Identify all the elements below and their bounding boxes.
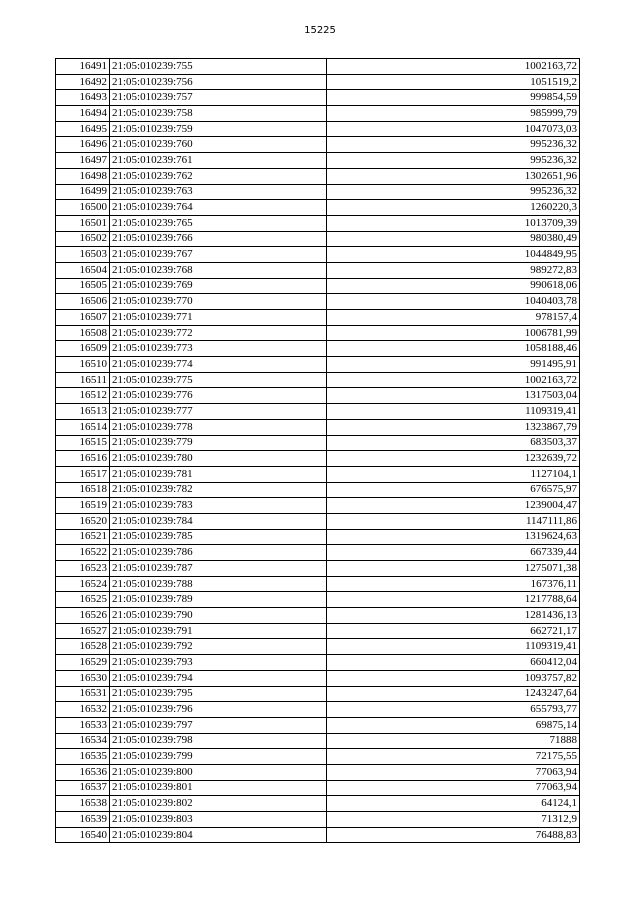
cadastral-number-cell: 21:05:010239:804 <box>110 827 327 843</box>
cadastral-value-cell: 71888 <box>327 733 580 749</box>
cadastral-value-cell: 1281436,13 <box>327 608 580 624</box>
cadastral-value-cell: 1044849,95 <box>327 247 580 263</box>
cadastral-value-cell: 1317503,04 <box>327 388 580 404</box>
row-number-cell: 16529 <box>56 655 110 671</box>
row-number-cell: 16515 <box>56 435 110 451</box>
table-row <box>56 90 580 106</box>
cadastral-value-cell: 1006781,99 <box>327 325 580 341</box>
row-number-cell: 16501 <box>56 215 110 231</box>
cadastral-number-cell: 21:05:010239:760 <box>110 137 327 153</box>
cadastral-number-cell: 21:05:010239:785 <box>110 529 327 545</box>
table-row <box>56 812 580 828</box>
table-row <box>56 74 580 90</box>
cadastral-number-cell: 21:05:010239:797 <box>110 717 327 733</box>
table-row <box>56 717 580 733</box>
row-number-cell: 16522 <box>56 545 110 561</box>
cadastral-number-cell: 21:05:010239:755 <box>110 59 327 75</box>
table-row <box>56 513 580 529</box>
row-number-cell: 16521 <box>56 529 110 545</box>
row-number-cell: 16507 <box>56 310 110 326</box>
row-number-cell: 16508 <box>56 325 110 341</box>
row-number-cell: 16525 <box>56 592 110 608</box>
table-row <box>56 137 580 153</box>
row-number-cell: 16538 <box>56 796 110 812</box>
cadastral-value-cell: 1275071,38 <box>327 561 580 577</box>
cadastral-number-cell: 21:05:010239:771 <box>110 310 327 326</box>
cadastral-value-cell: 77063,94 <box>327 764 580 780</box>
row-number-cell: 16498 <box>56 168 110 184</box>
table-row <box>56 576 580 592</box>
cadastral-number-cell: 21:05:010239:758 <box>110 106 327 122</box>
cadastral-number-cell: 21:05:010239:773 <box>110 341 327 357</box>
table-row <box>56 749 580 765</box>
row-number-cell: 16524 <box>56 576 110 592</box>
cadastral-number-cell: 21:05:010239:756 <box>110 74 327 90</box>
table-row <box>56 435 580 451</box>
cadastral-number-cell: 21:05:010239:775 <box>110 372 327 388</box>
table-body <box>56 59 580 843</box>
page-number: 15225 <box>304 25 336 36</box>
row-number-cell: 16499 <box>56 184 110 200</box>
cadastral-number-cell: 21:05:010239:774 <box>110 357 327 373</box>
table-row <box>56 780 580 796</box>
cadastral-value-cell: 676575,97 <box>327 482 580 498</box>
cadastral-value-cell: 1047073,03 <box>327 121 580 137</box>
row-number-cell: 16514 <box>56 419 110 435</box>
row-number-cell: 16495 <box>56 121 110 137</box>
table-row <box>56 231 580 247</box>
row-number-cell: 16506 <box>56 294 110 310</box>
cadastral-value-cell: 1051519,2 <box>327 74 580 90</box>
cadastral-value-cell: 1260220,3 <box>327 200 580 216</box>
cadastral-value-cell: 1319624,63 <box>327 529 580 545</box>
table-row <box>56 121 580 137</box>
cadastral-value-cell: 72175,55 <box>327 749 580 765</box>
cadastral-value-cell: 667339,44 <box>327 545 580 561</box>
row-number-cell: 16523 <box>56 561 110 577</box>
cadastral-number-cell: 21:05:010239:787 <box>110 561 327 577</box>
row-number-cell: 16516 <box>56 451 110 467</box>
row-number-cell: 16496 <box>56 137 110 153</box>
row-number-cell: 16503 <box>56 247 110 263</box>
row-number-cell: 16513 <box>56 404 110 420</box>
cadastral-value-cell: 1109319,41 <box>327 639 580 655</box>
row-number-cell: 16535 <box>56 749 110 765</box>
row-number-cell: 16512 <box>56 388 110 404</box>
cadastral-value-cell: 1243247,64 <box>327 686 580 702</box>
table-row <box>56 623 580 639</box>
table-row <box>56 655 580 671</box>
row-number-cell: 16526 <box>56 608 110 624</box>
cadastral-number-cell: 21:05:010239:788 <box>110 576 327 592</box>
cadastral-value-cell: 655793,77 <box>327 702 580 718</box>
table-row <box>56 498 580 514</box>
table-row <box>56 388 580 404</box>
cadastral-number-cell: 21:05:010239:794 <box>110 670 327 686</box>
cadastral-value-cell: 683503,37 <box>327 435 580 451</box>
cadastral-value-cell: 71312,9 <box>327 812 580 828</box>
cadastral-value-cell: 985999,79 <box>327 106 580 122</box>
cadastral-value-cell: 1093757,82 <box>327 670 580 686</box>
cadastral-number-cell: 21:05:010239:776 <box>110 388 327 404</box>
row-number-cell: 16530 <box>56 670 110 686</box>
table-row <box>56 545 580 561</box>
table-row <box>56 608 580 624</box>
table-row <box>56 702 580 718</box>
cadastral-number-cell: 21:05:010239:800 <box>110 764 327 780</box>
cadastral-value-cell: 1002163,72 <box>327 372 580 388</box>
cadastral-number-cell: 21:05:010239:803 <box>110 812 327 828</box>
table-row <box>56 168 580 184</box>
cadastral-number-cell: 21:05:010239:769 <box>110 278 327 294</box>
row-number-cell: 16502 <box>56 231 110 247</box>
cadastral-value-cell: 1109319,41 <box>327 404 580 420</box>
table-row <box>56 466 580 482</box>
cadastral-number-cell: 21:05:010239:801 <box>110 780 327 796</box>
cadastral-number-cell: 21:05:010239:790 <box>110 608 327 624</box>
cadastral-number-cell: 21:05:010239:767 <box>110 247 327 263</box>
cadastral-value-cell: 978157,4 <box>327 310 580 326</box>
cadastral-number-cell: 21:05:010239:802 <box>110 796 327 812</box>
row-number-cell: 16533 <box>56 717 110 733</box>
cadastral-value-cell: 1217788,64 <box>327 592 580 608</box>
cadastral-number-cell: 21:05:010239:780 <box>110 451 327 467</box>
table-row <box>56 200 580 216</box>
cadastral-number-cell: 21:05:010239:799 <box>110 749 327 765</box>
cadastral-value-cell: 1127104,1 <box>327 466 580 482</box>
cadastral-number-cell: 21:05:010239:786 <box>110 545 327 561</box>
cadastral-value-cell: 1147111,86 <box>327 513 580 529</box>
row-number-cell: 16517 <box>56 466 110 482</box>
table-row <box>56 215 580 231</box>
row-number-cell: 16534 <box>56 733 110 749</box>
cadastral-value-cell: 995236,32 <box>327 153 580 169</box>
table-row <box>56 733 580 749</box>
table-row <box>56 262 580 278</box>
row-number-cell: 16500 <box>56 200 110 216</box>
row-number-cell: 16504 <box>56 262 110 278</box>
row-number-cell: 16509 <box>56 341 110 357</box>
cadastral-number-cell: 21:05:010239:781 <box>110 466 327 482</box>
cadastral-number-cell: 21:05:010239:770 <box>110 294 327 310</box>
table-row <box>56 184 580 200</box>
cadastral-number-cell: 21:05:010239:763 <box>110 184 327 200</box>
cadastral-value-cell: 64124,1 <box>327 796 580 812</box>
row-number-cell: 16537 <box>56 780 110 796</box>
cadastral-value-cell: 1058188,46 <box>327 341 580 357</box>
cadastral-number-cell: 21:05:010239:768 <box>110 262 327 278</box>
row-number-cell: 16491 <box>56 59 110 75</box>
cadastral-number-cell: 21:05:010239:757 <box>110 90 327 106</box>
row-number-cell: 16510 <box>56 357 110 373</box>
cadastral-number-cell: 21:05:010239:779 <box>110 435 327 451</box>
table-row <box>56 106 580 122</box>
cadastral-value-cell: 660412,04 <box>327 655 580 671</box>
table-row <box>56 372 580 388</box>
cadastral-value-cell: 76488,83 <box>327 827 580 843</box>
cadastral-value-cell: 995236,32 <box>327 137 580 153</box>
table-row <box>56 561 580 577</box>
cadastral-value-cell: 1302651,96 <box>327 168 580 184</box>
cadastral-value-cell: 77063,94 <box>327 780 580 796</box>
row-number-cell: 16519 <box>56 498 110 514</box>
row-number-cell: 16505 <box>56 278 110 294</box>
table-row <box>56 764 580 780</box>
cadastral-number-cell: 21:05:010239:783 <box>110 498 327 514</box>
row-number-cell: 16528 <box>56 639 110 655</box>
table-row <box>56 247 580 263</box>
cadastral-value-cell: 1232639,72 <box>327 451 580 467</box>
table-row <box>56 419 580 435</box>
cadastral-value-cell: 980380,49 <box>327 231 580 247</box>
table-row <box>56 482 580 498</box>
row-number-cell: 16527 <box>56 623 110 639</box>
cadastral-value-cell: 1013709,39 <box>327 215 580 231</box>
row-number-cell: 16532 <box>56 702 110 718</box>
row-number-cell: 16511 <box>56 372 110 388</box>
cadastral-number-cell: 21:05:010239:764 <box>110 200 327 216</box>
cadastral-number-cell: 21:05:010239:765 <box>110 215 327 231</box>
cadastral-value-cell: 1239004,47 <box>327 498 580 514</box>
table-row <box>56 310 580 326</box>
table-row <box>56 278 580 294</box>
cadastral-number-cell: 21:05:010239:766 <box>110 231 327 247</box>
cadastral-value-cell: 69875,14 <box>327 717 580 733</box>
table-row <box>56 404 580 420</box>
cadastral-number-cell: 21:05:010239:798 <box>110 733 327 749</box>
table-row <box>56 639 580 655</box>
row-number-cell: 16492 <box>56 74 110 90</box>
cadastral-number-cell: 21:05:010239:793 <box>110 655 327 671</box>
cadastral-number-cell: 21:05:010239:792 <box>110 639 327 655</box>
cadastral-number-cell: 21:05:010239:762 <box>110 168 327 184</box>
cadastral-value-cell: 999854,59 <box>327 90 580 106</box>
cadastral-number-cell: 21:05:010239:784 <box>110 513 327 529</box>
cadastral-number-cell: 21:05:010239:795 <box>110 686 327 702</box>
cadastral-value-cell: 995236,32 <box>327 184 580 200</box>
table-row <box>56 294 580 310</box>
table-row <box>56 670 580 686</box>
cadastral-number-cell: 21:05:010239:772 <box>110 325 327 341</box>
cadastral-value-table <box>55 58 580 843</box>
cadastral-number-cell: 21:05:010239:777 <box>110 404 327 420</box>
cadastral-number-cell: 21:05:010239:761 <box>110 153 327 169</box>
table-row <box>56 529 580 545</box>
table-row <box>56 686 580 702</box>
row-number-cell: 16493 <box>56 90 110 106</box>
cadastral-value-cell: 1323867,79 <box>327 419 580 435</box>
table-row <box>56 592 580 608</box>
row-number-cell: 16520 <box>56 513 110 529</box>
row-number-cell: 16518 <box>56 482 110 498</box>
row-number-cell: 16539 <box>56 812 110 828</box>
cadastral-number-cell: 21:05:010239:789 <box>110 592 327 608</box>
row-number-cell: 16536 <box>56 764 110 780</box>
cadastral-value-cell: 991495,91 <box>327 357 580 373</box>
row-number-cell: 16494 <box>56 106 110 122</box>
cadastral-number-cell: 21:05:010239:791 <box>110 623 327 639</box>
table-row <box>56 796 580 812</box>
cadastral-value-cell: 989272,83 <box>327 262 580 278</box>
row-number-cell: 16540 <box>56 827 110 843</box>
cadastral-number-cell: 21:05:010239:796 <box>110 702 327 718</box>
table-row <box>56 59 580 75</box>
table-row <box>56 451 580 467</box>
table-row <box>56 827 580 843</box>
table-row <box>56 357 580 373</box>
table-row <box>56 153 580 169</box>
table-row <box>56 341 580 357</box>
cadastral-number-cell: 21:05:010239:782 <box>110 482 327 498</box>
cadastral-value-cell: 1040403,78 <box>327 294 580 310</box>
cadastral-number-cell: 21:05:010239:759 <box>110 121 327 137</box>
cadastral-value-cell: 1002163,72 <box>327 59 580 75</box>
cadastral-value-cell: 167376,11 <box>327 576 580 592</box>
row-number-cell: 16531 <box>56 686 110 702</box>
table-row <box>56 325 580 341</box>
cadastral-value-cell: 662721,17 <box>327 623 580 639</box>
row-number-cell: 16497 <box>56 153 110 169</box>
cadastral-value-cell: 990618,06 <box>327 278 580 294</box>
cadastral-number-cell: 21:05:010239:778 <box>110 419 327 435</box>
